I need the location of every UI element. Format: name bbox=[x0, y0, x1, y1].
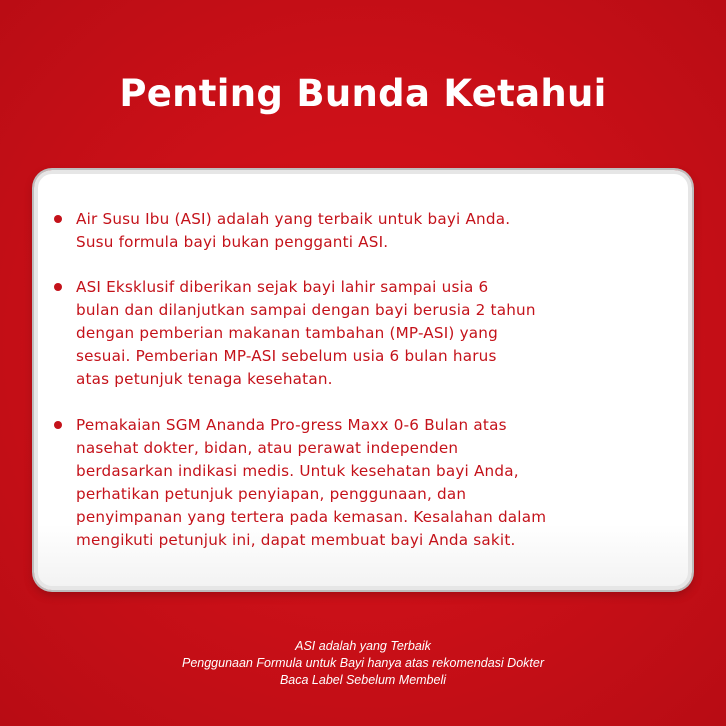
bullet-item bbox=[76, 276, 636, 391]
bullet-text: ASI Eksklusif diberikan sejak bayi lahir sampai usia 6 bulan dan dilanjutkan sampai dengan bayi berusia 2 tahun dengan pemberian makanan tambahan (MP-ASI) yang sesuai. Pemberian MP-ASI sebelum usia 6 bulan harus atas petunjuk tenaga kesehatan. bbox=[76, 278, 536, 388]
bullet-text: Air Susu Ibu (ASI) adalah yang terbaik untuk bayi Anda. Susu formula bayi bukan pengganti ASI. bbox=[76, 210, 511, 251]
bullet-text: Pemakaian SGM Ananda Pro-gress Maxx 0-6 Bulan atas nasehat dokter, bidan, atau perawat independen berdasarkan indikasi medis. Untuk kesehatan bayi Anda, perhatikan petunjuk penyiapan, penggunaan, dan penyimpanan yang tertera pada kemasan. Kesalahan dalam mengikuti petunjuk ini, dapat membuat bayi Anda sakit. bbox=[76, 416, 547, 549]
footer-line: Penggunaan Formula untuk Bayi hanya atas rekomendasi Dokter bbox=[181, 656, 545, 670]
bullet-dot-icon bbox=[54, 215, 62, 223]
footer-line: Baca Label Sebelum Membeli bbox=[279, 673, 447, 687]
footer-disclaimer bbox=[0, 638, 726, 689]
bullet-dot-icon bbox=[54, 421, 62, 429]
bullet-item bbox=[76, 414, 636, 552]
bullet-item bbox=[76, 208, 636, 254]
page-title: Penting Bunda Ketahui bbox=[119, 72, 607, 115]
footer-line: ASI adalah yang Terbaik bbox=[295, 639, 431, 653]
bullet-dot-icon bbox=[54, 283, 62, 291]
